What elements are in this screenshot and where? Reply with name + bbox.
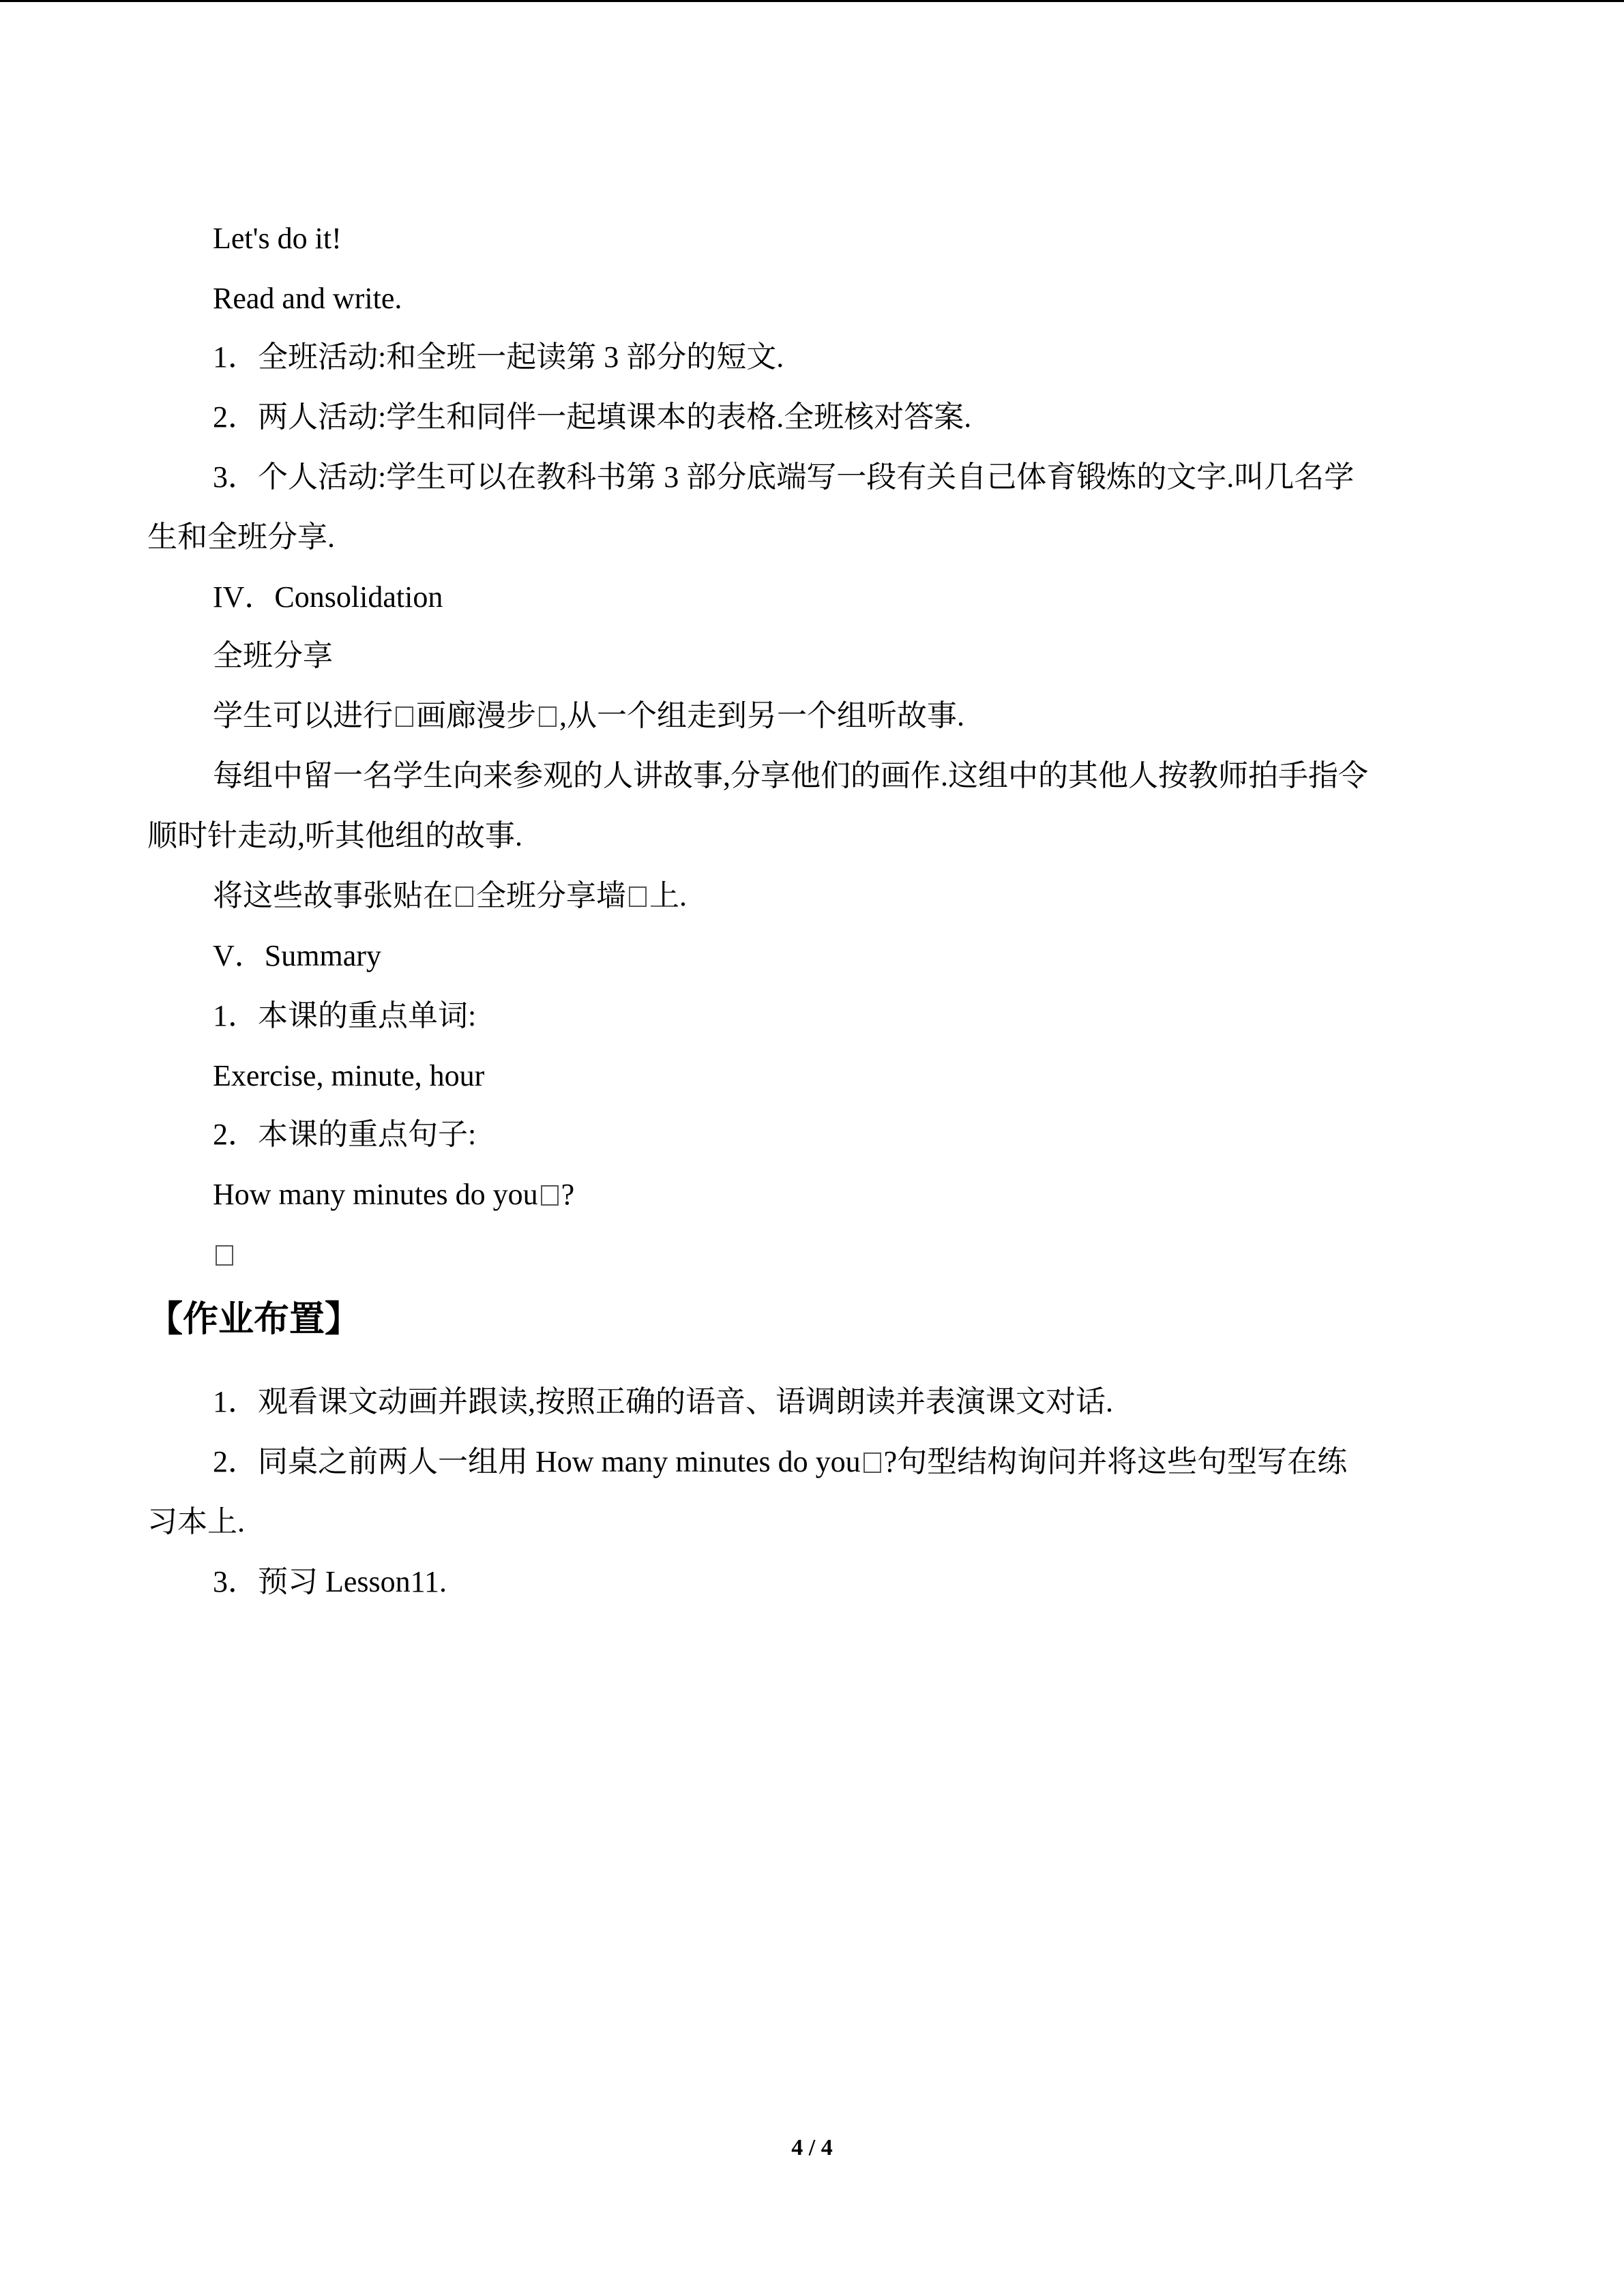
key-sentence-title: 2．本课的重点句子: — [213, 1118, 477, 1151]
page-number: 4 / 4 — [791, 2135, 833, 2160]
key-words: Exercise, minute, hour — [213, 1059, 485, 1092]
homework-item-3: 3．预习 Lesson11. — [213, 1565, 447, 1598]
missing-glyph-box — [541, 1185, 559, 1206]
post-stories-text-b: 全班分享墙 — [476, 879, 626, 912]
homework-heading: 【作业布置】 — [147, 1299, 361, 1340]
gallery-walk-text-b: 画廊漫步 — [416, 699, 536, 732]
key-sentence — [213, 1174, 574, 1215]
missing-glyph-box — [863, 1452, 881, 1473]
key-sentence-text-b: ? — [561, 1178, 575, 1211]
key-sentence-text-a: How many minutes do you — [213, 1178, 538, 1211]
section-iv-title: IV．Consolidation — [213, 580, 443, 614]
gallery-walk-line — [213, 696, 964, 736]
step-1-line: 1．全班活动:和全班一起读第 3 部分的短文. — [213, 340, 784, 374]
share-title: 全班分享 — [213, 639, 333, 672]
post-stories-line — [213, 876, 687, 916]
group-line-2: 顺时针走动,听其他组的故事. — [147, 819, 522, 852]
missing-glyph-box — [216, 1245, 233, 1266]
missing-glyph-box — [456, 886, 473, 907]
lets-do-it-line: Let's do it! — [213, 222, 342, 255]
step-3-line-1: 3．个人活动:学生可以在教科书第 3 部分底端写一段有关自己体育锻炼的文字.叫几名学 — [213, 460, 1355, 494]
key-words-title: 1．本课的重点单词: — [213, 999, 477, 1032]
group-line-1: 每组中留一名学生向来参观的人讲故事,分享他们的画作.这组中的其他人按教师拍手指令 — [213, 759, 1368, 792]
empty-line — [213, 1234, 236, 1275]
homework-item-2-line-1 — [213, 1442, 1347, 1482]
missing-glyph-box — [629, 886, 647, 907]
missing-glyph-box — [396, 706, 413, 727]
read-and-write-line: Read and write. — [213, 282, 402, 315]
post-stories-text-a: 将这些故事张贴在 — [213, 879, 453, 912]
homework-item-1: 1．观看课文动画并跟读,按照正确的语音、语调朗读并表演课文对话. — [213, 1385, 1113, 1418]
post-stories-text-c: 上. — [649, 879, 687, 912]
homework-item-2-line-2: 习本上. — [147, 1505, 245, 1538]
homework-item-2-text-a: 2．同桌之前两人一组用 How many minutes do you — [213, 1445, 861, 1478]
homework-item-2-text-b: ?句型结构询问并将这些句型写在练 — [883, 1445, 1348, 1478]
section-v-title: V．Summary — [213, 939, 381, 972]
gallery-walk-text-a: 学生可以进行 — [213, 699, 393, 732]
gallery-walk-text-c: ,从一个组走到另一个组听故事. — [559, 699, 964, 732]
step-2-line: 2．两人活动:学生和同伴一起填课本的表格.全班核对答案. — [213, 400, 972, 434]
missing-glyph-box — [539, 706, 557, 727]
step-3-line-2: 生和全班分享. — [147, 520, 335, 554]
